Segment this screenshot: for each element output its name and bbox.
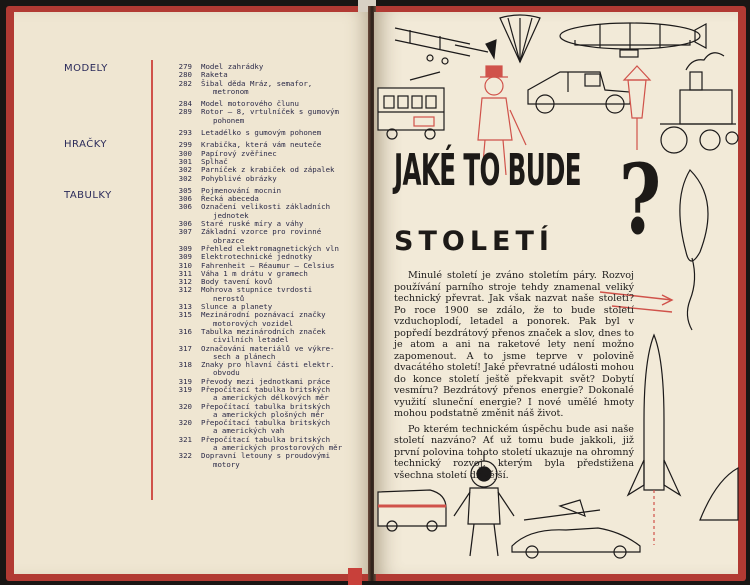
toc-entry-title: Mohrova stupnice tvrdosti [201,285,313,295]
category-label-hracky: HRAČKY [64,139,108,150]
toc-entry-title: a amerických plošných měr [213,409,325,419]
paragraph-1: Minulé století je zváno stoletím páry. Rozvoj používání parního stroje tehdy znamenal veliký technický převrat. Jak však nazvat naše století? Po roce 1900 se zdálo, že to bude století vzduchoplodí, letadel a ponorek. Pak byl v popředí bezdrátový přenos značek a slov, dnes to je atom a ani na raketové lety není možno zapomenout. A to jsme teprve v polovině dvacátého století! Jaké převratné události mohou do konce století ještě překvapit svět? Dobytí vesmíru? Bezdrátový přenos energie? Dokonalé využití sluneční energie? I nové umělé hmoty mohou podstatně změnit náš život. [394,270,634,419]
toc-page-number: 317 [178,343,192,353]
toc-entry-title: nerostů [213,293,245,303]
toc-entry-title: Body tavení kovů [201,277,273,287]
toc-page-number: 293 [178,128,192,138]
bookmark-ribbon-bottom [348,568,362,585]
parachute-icon [500,15,540,62]
toc-entry-title: Elektrotechnické jednotky [201,252,313,262]
toc-entry-title: Šibal děda Mráz, semafor, [201,78,313,88]
toc-entry-title: Staré ruské míry a váhy [201,219,304,229]
toc-page-number: 315 [178,310,192,320]
toc-entry-title: Přehled elektromagnetických vln [201,243,339,253]
toc-entry-title: pohonem [213,115,245,125]
category-label-modely: MODELY [64,63,108,74]
toc-entry-title: Dopravní letouny s proudovými [201,451,331,461]
toc-entry-title: a amerických vah [213,426,285,436]
toc-entry-title: motorových vozidel [213,318,294,328]
toc-page-number: 312 [178,285,192,295]
paragraph-2: Po kterém technickém úspěchu bude asi naše století nazváno? Ať už tomu bude jakkoli, již první polovina tohoto století ukazuje na ohromný technický rozvoj, kterým byla předstižena všechna století dřívější. [394,423,634,481]
toc-entry-title: Model motorového člunu [201,99,299,109]
headline-line-2: STOLETÍ [394,226,554,257]
biplane-icon [395,28,496,64]
toc-entry-title: obrazce [213,235,245,245]
toc-entry-title: Letadélko s gumovým pohonem [201,128,322,138]
steam-engine-icon [660,53,738,153]
category-label-tabulky: TABULKY [64,190,112,201]
toc-entry-title: Přepočítací tabulka britských [201,434,331,444]
headline-line-1: JAKÉ TO BUDE [394,145,581,196]
toc-entry-title: Přepočítací tabulka britských [201,401,331,411]
toc-entry-title: Splhač [201,156,228,166]
toc-entry-title: motory [213,459,240,469]
toc-entry-title: Papírový zvěřinec [201,148,277,158]
toc-page-number: 299 [178,140,192,150]
street-lamp-icon [624,66,650,150]
toc-page-number: 321 [178,434,192,444]
toc-entry-title: Označování materiálů ve výkre- [201,343,335,353]
toc-page-number: 319 [178,384,192,394]
toc-entry-title: Znaky pro hlavní části elektr. [201,360,335,370]
toc-page-number: 309 [178,252,192,262]
toc-entry-title: Řecká abeceda [201,194,259,204]
toc-page-number: 279 [178,62,192,71]
toc-page-number: 310 [178,260,192,270]
toc-page-number: 306 [178,202,192,212]
toc-entry-title: a amerických prostorových měr [213,443,343,453]
toc-entry-title: Parníček z krabiček od zápalek [201,165,335,175]
toc-entry-title: metronom [213,86,249,96]
toc-page-number: 306 [178,194,192,204]
toc-page-number: 320 [178,401,192,411]
toc-entry-title: Pojmenování mocnin [201,185,282,195]
toc-entry-title: jednotek [213,210,249,220]
toc-entry-title: Krabička, která vám neuteče [201,140,322,150]
toc-entry-title: Fahrenheit – Réaumur – Celsius [201,260,335,270]
zeppelin-icon [560,23,706,57]
toc-entry-title: Základní vzorce pro rovinné [201,227,322,237]
dome-icon [700,468,738,520]
toc-entry-title: Raketa [201,70,228,80]
toc-page-number: 282 [178,78,192,88]
toc-page-number: 280 [178,70,192,80]
toc-page-number: 306 [178,219,192,229]
toc-page-number: 318 [178,360,192,370]
toc-page-number: 316 [178,326,192,336]
toc-entry-title: Tabulka mezinárodních značek [201,326,326,336]
toc-page-number: 301 [178,156,192,166]
toc-entry-title: Slunce a planety [201,302,273,312]
toc-entry-title: civilních letadel [213,335,289,345]
toc-page-number: 302 [178,173,192,183]
toc-page-number: 312 [178,277,192,287]
toc-page-number: 300 [178,148,192,158]
toc-page-number: 319 [178,376,192,386]
toc-entry-title: Přepočítací tabulka britských [201,418,331,428]
toc-entry-title: sech a plánech [213,351,276,361]
tram-icon [378,72,444,139]
modern-car-icon [512,528,640,558]
bus-icon [378,490,446,531]
toc-entry-title: a amerických délkových měr [213,393,329,403]
toc-page-number: 305 [178,185,192,195]
article-body [394,270,634,481]
toc-entry-title: Mezinárodní poznávací značky [201,310,326,320]
toc-page-number: 320 [178,418,192,428]
jet-plane-icon [524,500,600,520]
toc-entry-title: Rotor – 8, vrtulníček s gumovým [201,107,339,117]
toc-entry-title: obvodu [213,368,240,378]
toc-entry-title: Převody mezi jednotkami práce [201,376,331,386]
balloon-icon [680,170,708,330]
toc-page-number: 311 [178,268,192,278]
toc-entry-title: Pohyblivé obrázky [201,173,277,183]
headline-question-mark: ? [619,143,662,256]
toc-page-number: 309 [178,243,192,253]
toc-entry-title: Přepočítací tabulka britských [201,384,331,394]
toc-page-number: 289 [178,107,192,117]
rocket-icon [628,335,680,545]
toc-entry-title: Model zahrádky [201,62,264,71]
toc-page-number: 284 [178,99,192,109]
toc-entry-title: Označení velikosti základních [201,202,331,212]
toc-entry-title: Váha 1 m drátu v gramech [201,268,308,278]
toc-page-number: 302 [178,165,192,175]
toc-page-number: 307 [178,227,192,237]
toc-page-number: 322 [178,451,192,461]
vintage-car-icon [528,72,630,113]
toc-page-number: 313 [178,302,192,312]
